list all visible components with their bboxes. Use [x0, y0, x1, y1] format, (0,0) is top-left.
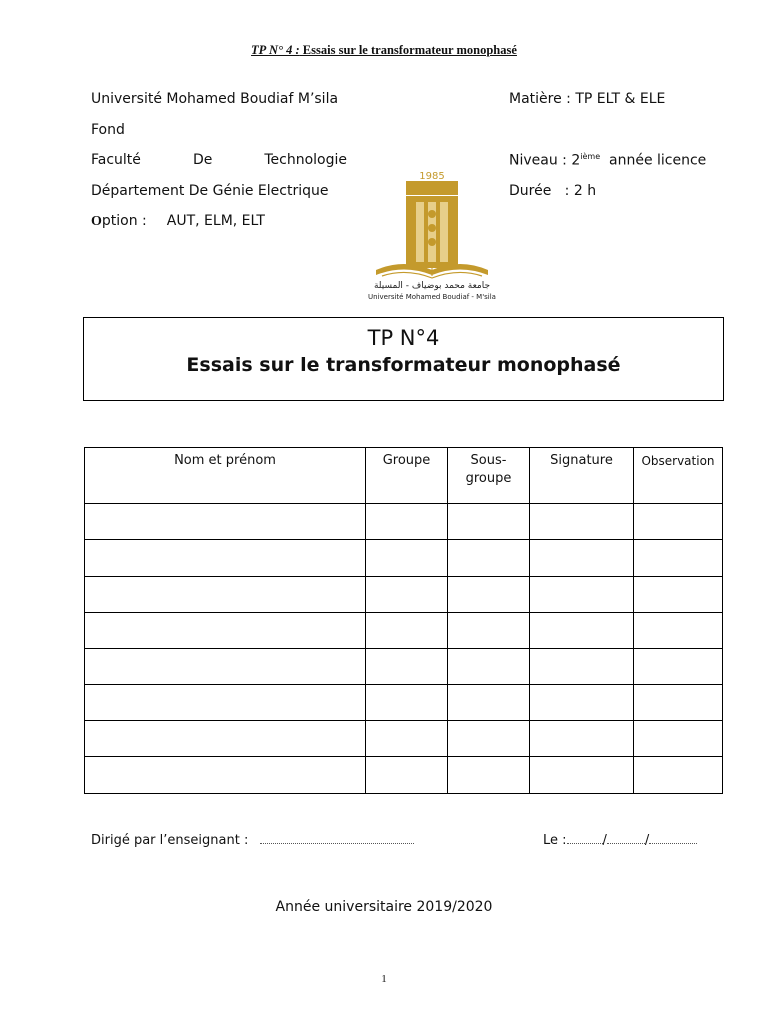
cell-observation[interactable] [634, 577, 723, 613]
date-sep-1: / [602, 833, 607, 848]
table-row [85, 757, 723, 794]
cell-sous-groupe[interactable] [448, 577, 530, 613]
cell-sous-groupe[interactable] [448, 757, 530, 794]
faculte-word-2: De [192, 152, 213, 168]
title-box [83, 317, 724, 401]
university-logo-image [356, 166, 508, 302]
cell-groupe[interactable] [366, 721, 448, 757]
header-groupe: Groupe [366, 448, 448, 504]
header-sous-groupe: Sous- groupe [448, 448, 530, 504]
cell-signature[interactable] [530, 649, 634, 685]
option-line [91, 213, 265, 230]
university-logo [356, 166, 508, 302]
niveau-suffix: année licence [600, 152, 707, 169]
faculte-word-3: Technologie [264, 152, 347, 168]
cell-signature[interactable] [530, 721, 634, 757]
table-row [85, 504, 723, 540]
cell-groupe[interactable] [366, 685, 448, 721]
cell-sous-groupe[interactable] [448, 685, 530, 721]
cell-nom[interactable] [85, 613, 366, 649]
students-table [84, 447, 723, 794]
cell-nom[interactable] [85, 540, 366, 577]
table-row [85, 540, 723, 577]
table-row [85, 721, 723, 757]
page-number: 1 [381, 973, 387, 985]
table-row [85, 577, 723, 613]
logo-latin-name: Université Mohamed Boudiaf - M'sila [368, 293, 496, 301]
cell-observation[interactable] [634, 685, 723, 721]
cell-nom[interactable] [85, 757, 366, 794]
logo-arabic-name: جامعة محمد بوضياف - المسيلة [373, 281, 491, 291]
cell-signature[interactable] [530, 757, 634, 794]
running-header [0, 43, 768, 58]
cell-groupe[interactable] [366, 649, 448, 685]
cell-groupe[interactable] [366, 540, 448, 577]
table-header-row [85, 448, 723, 504]
duree-line: Durée : 2 h [509, 183, 597, 199]
cell-groupe[interactable] [366, 757, 448, 794]
academic-year: Année universitaire 2019/2020 [275, 899, 493, 915]
niveau-prefix: Niveau : 2 [509, 152, 581, 169]
date-label: Le : [543, 833, 567, 848]
table-row [85, 685, 723, 721]
cell-sous-groupe[interactable] [448, 649, 530, 685]
dirige-par-line [91, 833, 414, 848]
dirige-label: Dirigé par l’enseignant : [91, 833, 249, 848]
cell-sous-groupe[interactable] [448, 540, 530, 577]
date-month-field[interactable] [607, 843, 645, 844]
cell-nom[interactable] [85, 685, 366, 721]
niveau-sup: ième [580, 152, 601, 161]
cell-nom[interactable] [85, 577, 366, 613]
header-nom-prenom: Nom et prénom [85, 448, 366, 504]
faculte-line [91, 152, 347, 168]
cell-observation[interactable] [634, 504, 723, 540]
cell-groupe[interactable] [366, 577, 448, 613]
table-row [85, 649, 723, 685]
cell-observation[interactable] [634, 540, 723, 577]
date-line [543, 833, 697, 848]
cell-sous-groupe[interactable] [448, 721, 530, 757]
option-label-first: O [91, 214, 102, 229]
departement-line: Département De Génie Electrique [91, 183, 329, 199]
header-signature: Signature [530, 448, 634, 504]
cell-signature[interactable] [530, 685, 634, 721]
matiere-line: Matière : TP ELT & ELE [509, 91, 666, 107]
cell-nom[interactable] [85, 649, 366, 685]
date-sep-2: / [644, 833, 650, 848]
cell-signature[interactable] [530, 504, 634, 540]
tp-subject-title: Essais sur le transformateur monophasé [186, 354, 621, 376]
university-name-line2: Fond [91, 122, 125, 138]
header-tp-subject: Essais sur le transformateur monophasé [299, 43, 517, 57]
date-day-field[interactable] [567, 843, 603, 844]
cell-sous-groupe[interactable] [448, 613, 530, 649]
tp-number-title: TP N°4 [367, 326, 440, 350]
header-tp-label: TP N° 4 : [251, 43, 300, 57]
cell-signature[interactable] [530, 577, 634, 613]
cell-observation[interactable] [634, 649, 723, 685]
cell-observation[interactable] [634, 613, 723, 649]
cell-observation[interactable] [634, 721, 723, 757]
university-name-line1: Université Mohamed Boudiaf M’sila [91, 91, 339, 107]
cell-observation[interactable] [634, 757, 723, 794]
logo-year: 1985 [419, 171, 445, 182]
table-row [85, 613, 723, 649]
cell-signature[interactable] [530, 613, 634, 649]
cell-groupe[interactable] [366, 504, 448, 540]
cell-groupe[interactable] [366, 613, 448, 649]
date-year-field[interactable] [649, 843, 697, 844]
option-value: AUT, ELM, ELT [166, 213, 265, 229]
cell-nom[interactable] [85, 721, 366, 757]
header-observation: Observation [634, 448, 723, 504]
faculte-word-1: Faculté [91, 152, 141, 168]
niveau-line [509, 152, 706, 169]
cell-nom[interactable] [85, 504, 366, 540]
teacher-name-field[interactable] [260, 843, 414, 844]
cell-sous-groupe[interactable] [448, 504, 530, 540]
option-label-rest: ption : [101, 213, 147, 229]
cell-signature[interactable] [530, 540, 634, 577]
